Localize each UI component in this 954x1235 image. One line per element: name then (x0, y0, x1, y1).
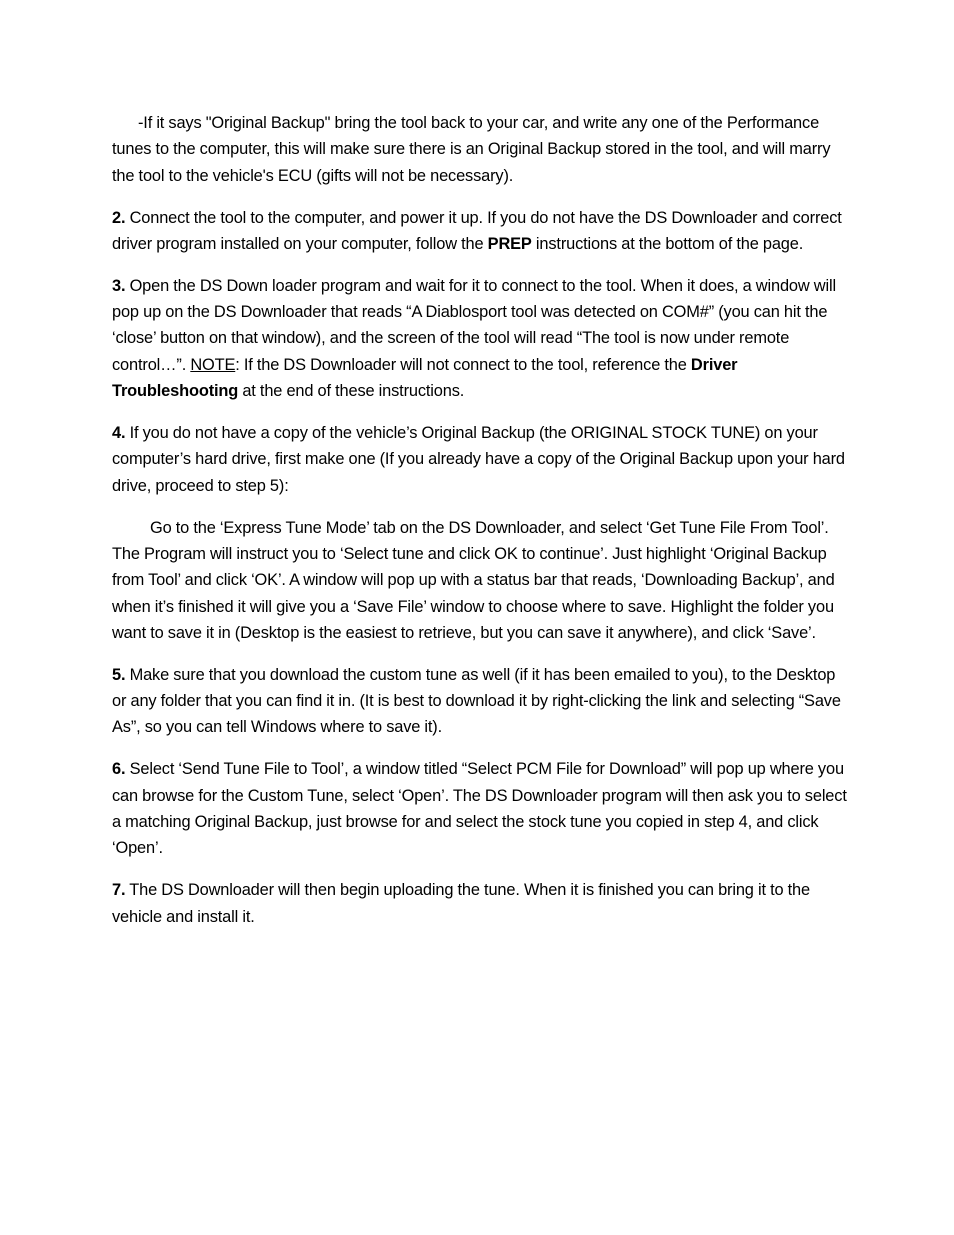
step-number: 5. (112, 665, 126, 684)
prep-emphasis: PREP (487, 234, 532, 253)
step-number: 7. (112, 881, 126, 900)
step-text: Connect the tool to the computer, and power it up. If you do not have the DS Downloader and correct driver program installed on your computer, follow the (112, 208, 842, 253)
step-text: : If the DS Downloader will not connect to the tool, reference the (235, 355, 691, 374)
step-number: 6. (112, 760, 126, 779)
step-5-paragraph (112, 662, 848, 741)
step-4-paragraph (112, 420, 848, 499)
step-text: Open the DS Down loader program and wait for it to connect to the tool. When it does, a window will pop up on the DS Downloader that reads “A Diablosport tool was detected on COM#” (you can hit the ‘close’ button on that window), and the screen of the tool will read “The tool is now under remote control…”. (112, 276, 836, 374)
step-number: 2. (112, 208, 126, 227)
instructions-body (112, 110, 848, 946)
step-7-paragraph (112, 877, 848, 930)
step-text: Select ‘Send Tune File to Tool’, a window titled “Select PCM File for Download” will pop up where you can browse for the Custom Tune, select ‘Open’. The DS Downloader program will then ask you to select a matching Original Backup, just browse for and select the stock tune you copied in step 4, and click ‘Open’. (112, 760, 847, 858)
driver-troubleshooting-emphasis: Driver Troubleshooting (112, 355, 738, 401)
step-4-detail-paragraph: Go to the ‘Express Tune Mode’ tab on the DS Downloader, and select ‘Get Tune File From Tool’. The Program will instruct you to ‘Select tune and click OK to continue’. Just highlight ‘Original Backup from Tool’ and click ‘OK’. A window will pop up with a status bar that reads, ‘Downloading Backup’, and when it’s finished it will give you a ‘Save File’ window to choose where to save. Highlight the folder you want to save it in (Desktop is the easiest to retrieve, but you can save it anywhere), and click ‘Save’. (112, 518, 835, 642)
step-6-paragraph (112, 756, 848, 861)
step-2-paragraph (112, 205, 848, 258)
step-text: If you do not have a copy of the vehicle’s Original Backup (the ORIGINAL STOCK TUNE) on your computer’s hard drive, first make one (If you already have a copy of the Original Backup upon your hard drive, proceed to step 5): (112, 424, 845, 495)
step-text: at the end of these instructions. (238, 382, 465, 401)
step-number: 3. (112, 276, 126, 295)
step-text: instructions at the bottom of the page. (531, 234, 804, 253)
intro-paragraph: -If it says "Original Backup" bring the tool back to your car, and write any one of the Performance tunes to the computer, this will make sure there is an Original Backup stored in the tool, and will marry the tool to the vehicle's ECU (gifts will not be necessary). (112, 114, 831, 185)
note-label: NOTE (190, 355, 236, 374)
step-number: 4. (112, 424, 126, 443)
step-3-paragraph (112, 273, 848, 404)
step-text: Make sure that you download the custom tune as well (if it has been emailed to you), to the Desktop or any folder that you can find it in. (It is best to download it by right-clicking the link and selecting “Save As”, so you can tell Windows where to save it). (112, 665, 841, 737)
step-text: The DS Downloader will then begin uploading the tune. When it is finished you can bring it to the vehicle and install it. (112, 881, 810, 926)
